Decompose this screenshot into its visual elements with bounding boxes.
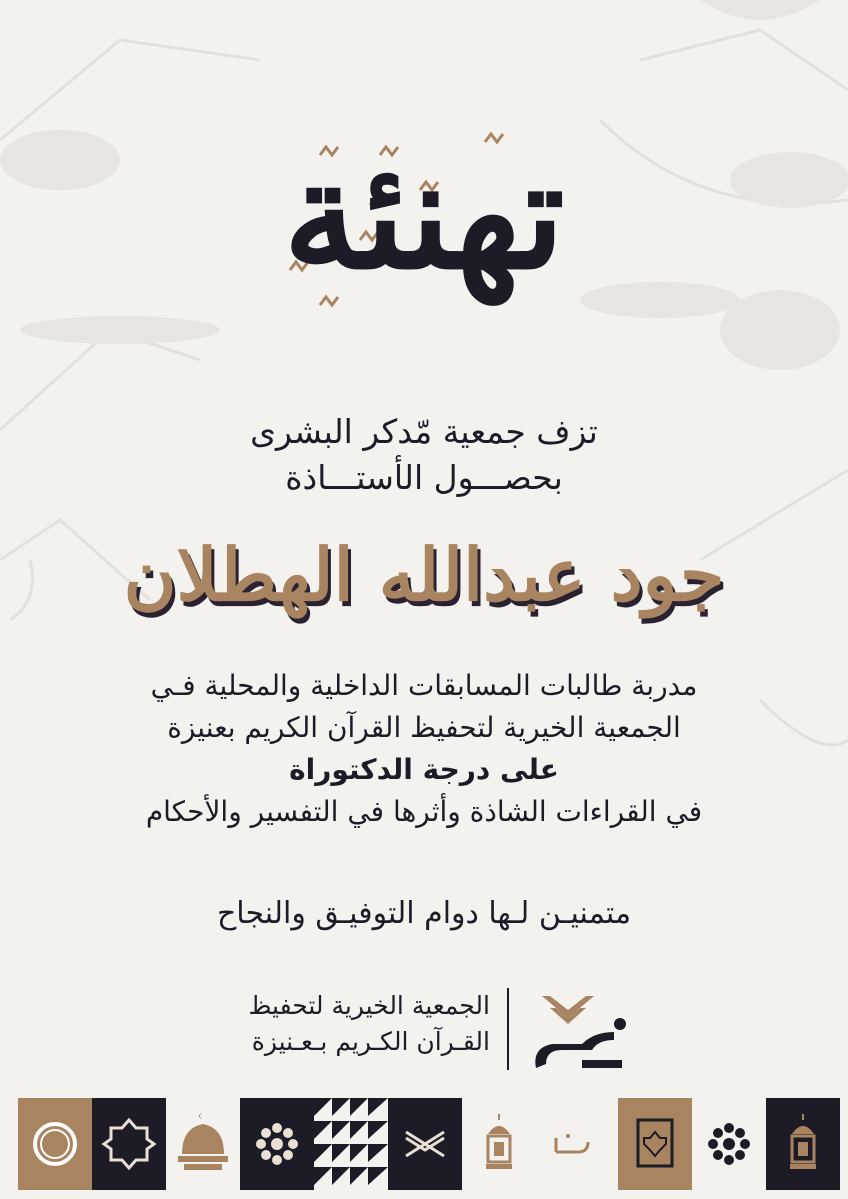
small-logo-mark xyxy=(548,1128,608,1156)
organization-logo-block xyxy=(0,988,848,1078)
circle-frame-icon xyxy=(18,1098,92,1190)
strip-tile xyxy=(618,1098,692,1190)
strip-tile xyxy=(766,1098,840,1190)
body-line-2: الجمعية الخيرية لتحفيظ القرآن الكريم بعنيزة xyxy=(167,711,681,744)
lantern-icon xyxy=(462,1098,536,1190)
organization-name xyxy=(200,988,490,1060)
strip-tile xyxy=(314,1098,388,1190)
title-block xyxy=(0,105,848,345)
lantern-icon xyxy=(766,1098,840,1190)
strip-tile xyxy=(692,1098,766,1190)
body-line-3: على درجة الدكتوراة xyxy=(289,753,559,786)
rosette-icon xyxy=(240,1098,314,1190)
mosque-dome-icon xyxy=(166,1098,240,1190)
wish-line: متمنيـن لـها دوام التوفيـق والنجاح xyxy=(216,896,632,931)
strip-tile xyxy=(462,1098,536,1190)
logo-divider xyxy=(507,988,509,1070)
intro-line-1: تزف جمعية مّدكر البشرى xyxy=(250,412,598,451)
strip-tile xyxy=(166,1098,240,1190)
body-line-4: في القراءات الشاذة وأثرها في التفسير والأحكام xyxy=(145,795,703,828)
organization-name-line-2: القـرآن الكـريم بـعـنيزة xyxy=(251,1027,490,1056)
page-title: تهنئة xyxy=(283,127,565,303)
book-icon xyxy=(618,1098,692,1190)
strip-tile xyxy=(388,1098,462,1190)
strip-tile xyxy=(92,1098,166,1190)
intro-line-2: بحصـــول الأستـــاذة xyxy=(285,458,563,497)
pattern-strip xyxy=(0,1098,848,1190)
triangle-pattern-icon xyxy=(314,1098,388,1190)
organization-name-line-1: الجمعية الخيرية لتحفيظ xyxy=(248,991,490,1020)
strip-tile xyxy=(18,1098,92,1190)
muddakir-logo-icon xyxy=(522,988,632,1078)
body-line-1: مدربة طالبات المسابقات الداخلية والمحلية فـي xyxy=(150,669,698,702)
star-frame-icon xyxy=(92,1098,166,1190)
rosette-icon xyxy=(692,1098,766,1190)
honoree-name: جود عبدالله الهطلان xyxy=(123,532,725,617)
quran-stand-icon xyxy=(388,1098,462,1190)
strip-tile xyxy=(240,1098,314,1190)
